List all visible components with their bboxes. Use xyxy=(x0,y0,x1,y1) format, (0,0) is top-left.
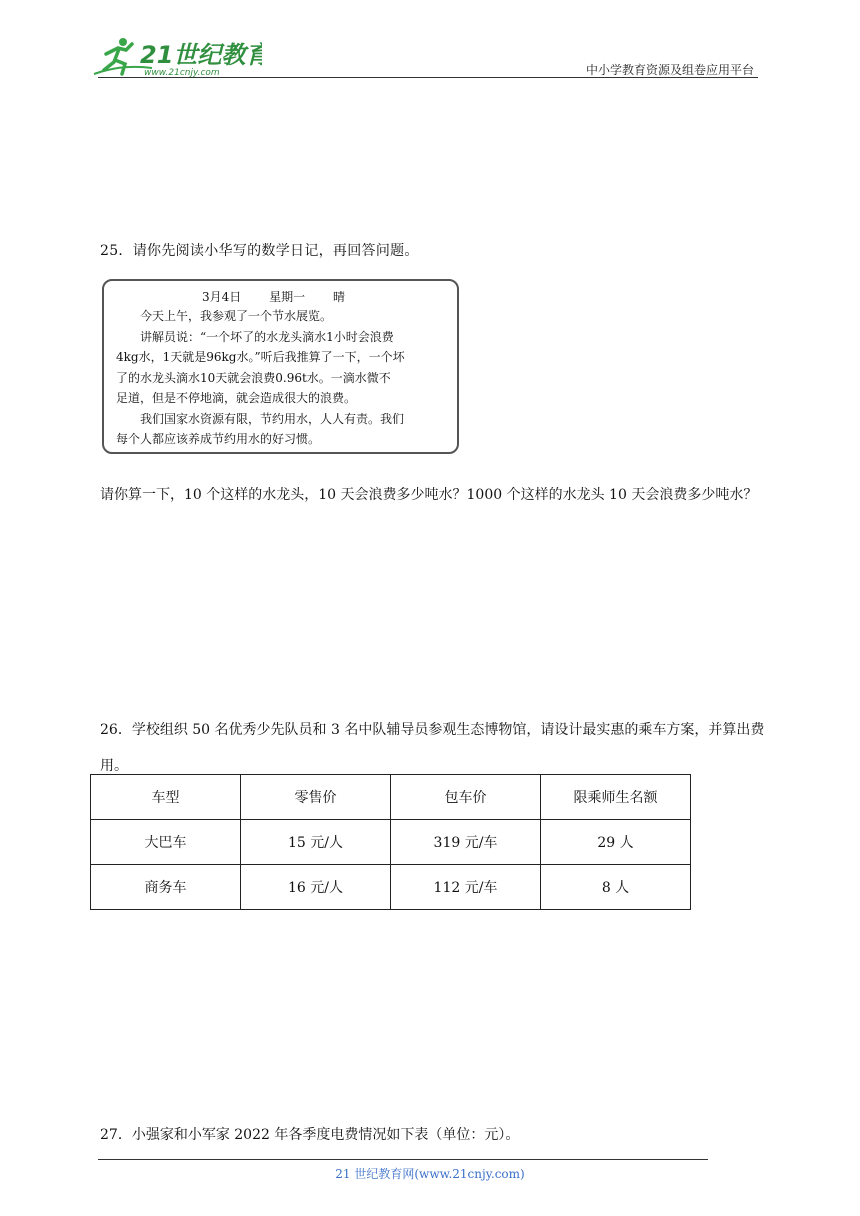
table-header-row xyxy=(91,775,691,820)
table-cell: 15 元/人 xyxy=(241,820,391,865)
diary-weekday: 星期一 xyxy=(269,290,306,304)
diary-weather: 晴 xyxy=(332,290,345,304)
table-header-cell: 车型 xyxy=(91,775,241,820)
diary-box xyxy=(102,279,459,454)
svg-text:21世纪教育: 21世纪教育 xyxy=(140,41,262,69)
diary-line: 足道，但是不停地滴，就会造成很大的浪费。 xyxy=(116,391,357,405)
diary-line: 每个人都应该养成节约用水的好习惯。 xyxy=(116,432,321,446)
diary-date: 3月4日 xyxy=(202,290,242,304)
question-26-prompt: 26．学校组织 50 名优秀少先队员和 3 名中队辅导员参观生态博物馆，请设计最实惠的乘车方案，并算出费用。 xyxy=(100,722,765,774)
table-cell: 112 元/车 xyxy=(391,865,541,910)
table-cell: 16 元/人 xyxy=(241,865,391,910)
table-cell: 大巴车 xyxy=(91,820,241,865)
site-logo xyxy=(92,34,262,80)
table-header-cell: 零售价 xyxy=(241,775,391,820)
footer-link[interactable]: 21 世纪教育网(www.21cnjy.com) xyxy=(335,1167,525,1181)
table-header-cell: 限乘师生名额 xyxy=(541,775,691,820)
diary-body xyxy=(116,306,451,450)
diary-line: 4kg水，1天就是96kg水。”听后我推算了一下，一个坏 xyxy=(116,350,405,364)
diary-line: 讲解员说：“一个坏了的水龙头滴水1小时会浪费 xyxy=(140,329,394,344)
svg-text:www.21cnjy.com: www.21cnjy.com xyxy=(144,68,220,78)
table-cell: 8 人 xyxy=(541,865,691,910)
question-25-prompt: 25．请你先阅读小华写的数学日记，再回答问题。 xyxy=(100,243,419,259)
footer-divider xyxy=(98,1159,708,1160)
header-divider xyxy=(98,77,758,78)
question-25-ask: 请你算一下，10 个这样的水龙头，10 天会浪费多少吨水？1000 个这样的水龙头 10 天会浪费多少吨水？ xyxy=(100,487,758,503)
table-cell: 319 元/车 xyxy=(391,820,541,865)
table-header-cell: 包车价 xyxy=(391,775,541,820)
question-27-prompt: 27．小强家和小军家 2022 年各季度电费情况如下表（单位：元）。 xyxy=(100,1127,520,1143)
table-cell: 29 人 xyxy=(541,820,691,865)
diary-header xyxy=(202,287,369,308)
diary-line: 今天上午，我参观了一个节水展览。 xyxy=(140,309,333,323)
header-platform-text: 中小学教育资源及组卷应用平台 xyxy=(585,63,754,77)
table-row xyxy=(91,865,691,910)
table-row xyxy=(91,820,691,865)
table-cell: 商务车 xyxy=(91,865,241,910)
fare-table xyxy=(90,774,691,910)
diary-line: 我们国家水资源有限，节约用水，人人有责。我们 xyxy=(140,411,405,426)
diary-line: 了的水龙头滴水10天就会浪费0.96t水。一滴水微不 xyxy=(116,370,391,385)
